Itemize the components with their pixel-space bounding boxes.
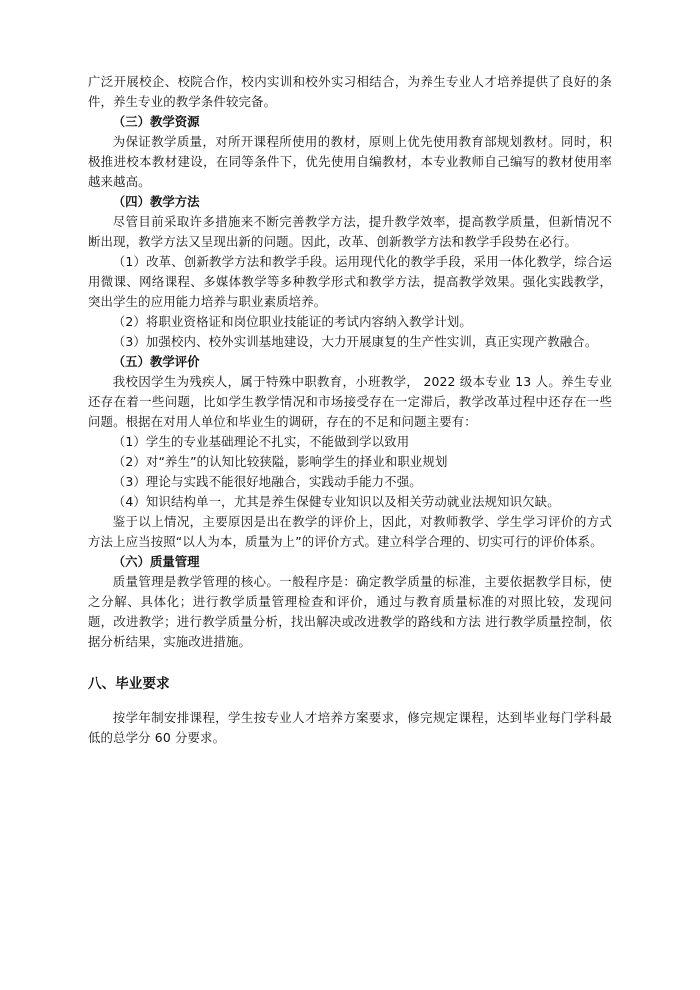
graduation-paragraph: 按学年制安排课程，学生按专业人才培养方案要求，修完规定课程，达到毕业每门学科最低的总学分 60 分要求。 xyxy=(88,710,612,745)
methods-item-3: （3）加强校内、校外实训基地建设，大力开展康复的生产性实训，真正实现产教融合。 xyxy=(112,334,598,349)
evaluation-item-1: （1）学生的专业基础理论不扎实，不能做到学以致用 xyxy=(112,434,410,449)
quality-paragraph: 质量管理是教学管理的核心。一般程序是：确定教学质量的标准，主要依据教学目标，使之分解、具体化；进行教学质量管理检查和评价，通过与教育质量标准的对照比较，发现问题，改进教学；进行教学质量分析，找出解决或改进教学的路线和方法 进行教学质量控制，依据分析结果，实施改进措施。 xyxy=(88,574,612,649)
document-page xyxy=(88,72,612,748)
evaluation-item-2: （2）对“养生”的认知比较狭隘，影响学生的择业和职业规划 xyxy=(112,454,448,469)
resources-paragraph: 为保证教学质量，对所开课程所使用的教材，原则上优先使用教育部规划教材。同时，积极推进校本教材建设，在同等条件下，优先使用自编教材，本专业教师自己编写的教材使用率越来越高。 xyxy=(88,134,612,189)
evaluation-paragraph: 我校因学生为残疾人，属于特殊中职教育，小班教学， 2022 级本专业 13 人。养生专业还存在着一些问题，比如学生教学情况和市场接受存在一定滞后，教学改革过程中还存在一些问题。根据在对用人单位和毕业生的调研，存在的不足和问题主要有： xyxy=(88,374,612,429)
evaluation-heading: （五）教学评价 xyxy=(112,354,200,369)
quality-heading: （六）质量管理 xyxy=(112,554,200,569)
graduation-heading: 八、毕业要求 xyxy=(88,676,170,692)
evaluation-item-4: （4）知识结构单一，尤其是养生保健专业知识以及相关劳动就业法规知识欠缺。 xyxy=(112,494,560,509)
methods-heading: （四）教学方法 xyxy=(112,194,200,209)
intro-paragraph: 广泛开展校企、校院合作，校内实训和校外实习相结合，为养生专业人才培养提供了良好的条件，养生专业的教学条件较完备。 xyxy=(88,74,612,109)
methods-item-1: （1）改革、创新教学方法和教学手段。运用现代化的教学手段，采用一体化教学，综合运用微课、网络课程、多媒体教学等多种教学形式和教学方法，提高教学效果。强化实践教学，突出学生的应用能力培养与职业素质培养。 xyxy=(88,254,612,309)
evaluation-item-3: （3）理论与实践不能很好地融合，实践动手能力不强。 xyxy=(112,474,422,489)
methods-paragraph: 尽管目前采取许多措施来不断完善教学方法，提升教学效率，提高教学质量，但新情况不断出现，教学方法又呈现出新的问题。因此，改革、创新教学方法和教学手段势在必行。 xyxy=(88,214,612,249)
methods-item-2: （2）将职业资格证和岗位职业技能证的考试内容纳入教学计划。 xyxy=(112,314,472,329)
evaluation-conclusion: 鉴于以上情况，主要原因是出在教学的评价上，因此，对教师教学、学生学习评价的方式方法上应当按照“以人为本，质量为上”的评价方式。建立科学合理的、切实可行的评价体系。 xyxy=(88,514,612,549)
resources-heading: （三）教学资源 xyxy=(112,114,200,129)
